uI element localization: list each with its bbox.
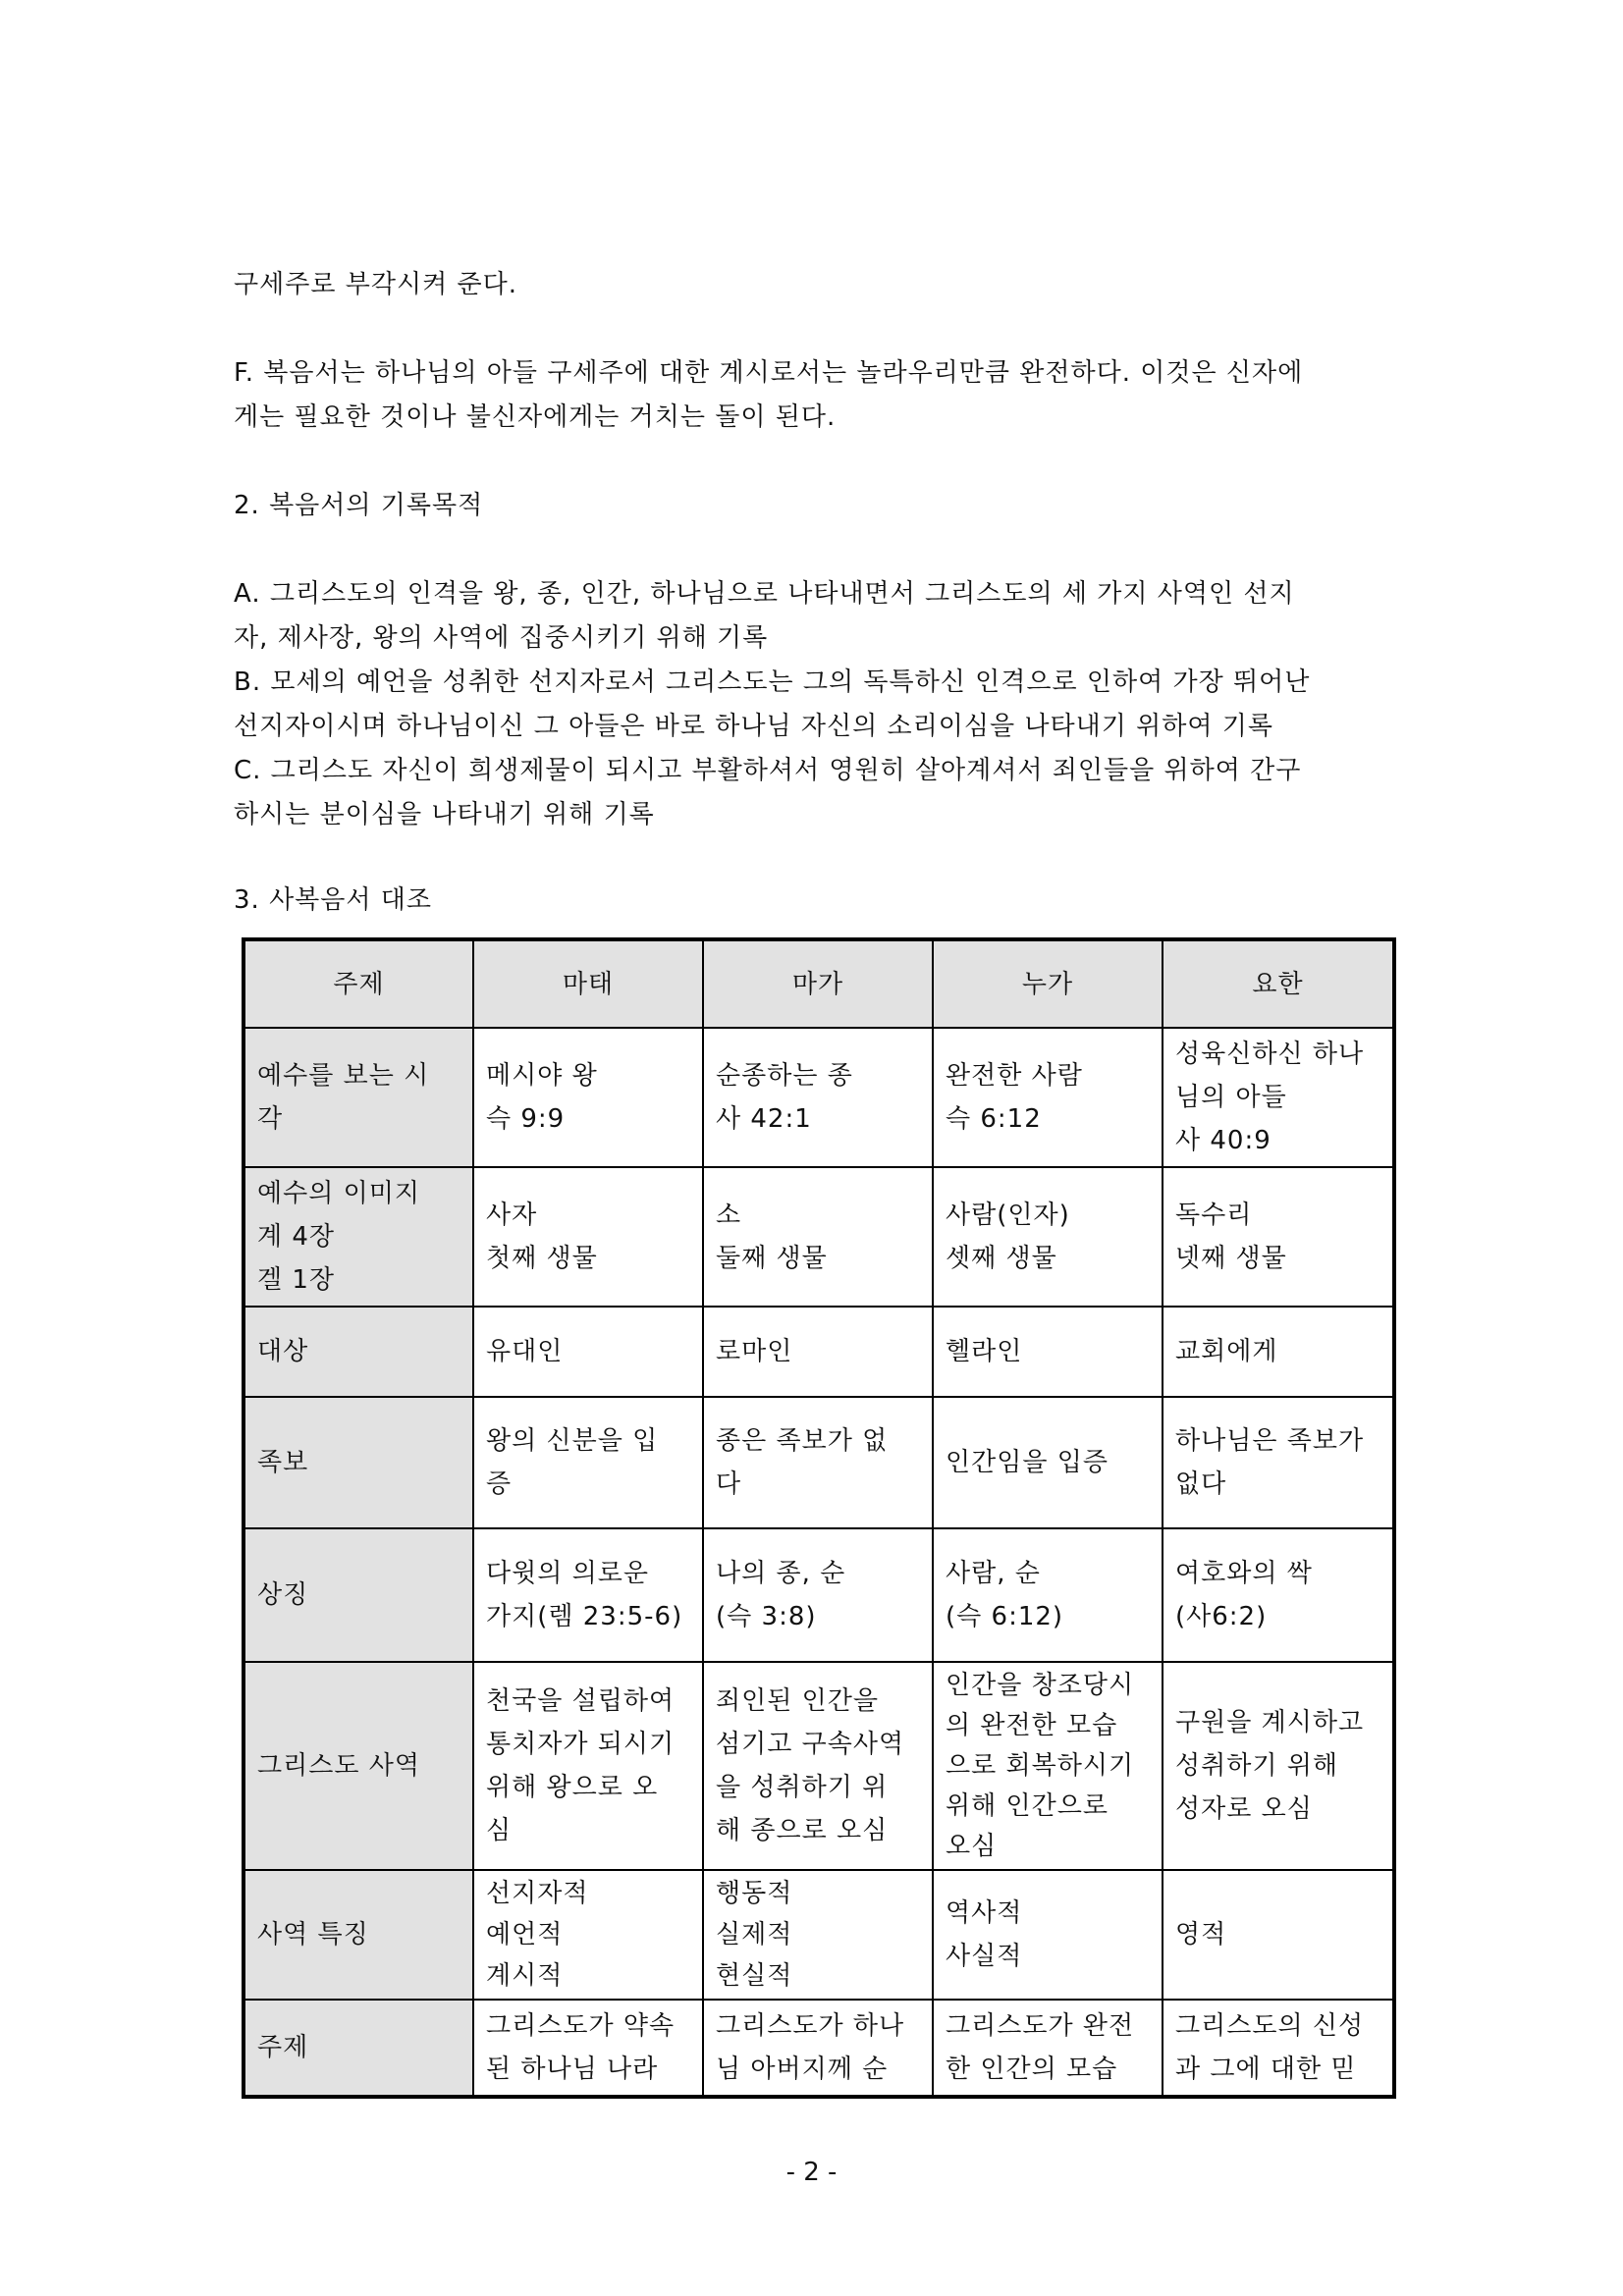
column-header: 주제 [243, 939, 473, 1028]
text-line: B. 모세의 예언을 성취한 선지자로서 그리스도는 그의 독특하신 인격으로 인하여 가장 뛰어난 [234, 667, 1311, 697]
point-f-paragraph [234, 351, 1398, 440]
gospel-comparison-table [242, 937, 1396, 2099]
row-label: 족보 [243, 1397, 473, 1528]
table-cell: 하나님은 족보가 없다 [1163, 1397, 1394, 1528]
table-cell: 인간을 창조당시 의 완전한 모습 으로 회복하시기 위해 인간으로 오심 [933, 1662, 1163, 1870]
text-line: 자, 제사장, 왕의 사역에 집중시키기 위해 기록 [234, 623, 769, 653]
table-cell: 헬라인 [933, 1307, 1163, 1397]
text-line: 게는 필요한 것이나 불신자에게는 거치는 돌이 된다. [234, 402, 837, 432]
table-cell: 종은 족보가 없 다 [703, 1397, 933, 1528]
table-cell: 사자 첫째 생물 [473, 1167, 703, 1307]
table-cell: 선지자적 예언적 계시적 [473, 1870, 703, 2000]
table-row [243, 2000, 1394, 2097]
table-cell: 순종하는 종 사 42:1 [703, 1028, 933, 1167]
text-line: A. 그리스도의 인격을 왕, 종, 인간, 하나님으로 나타내면서 그리스도의 세 가지 사역인 선지 [234, 579, 1295, 609]
table-header-row [243, 939, 1394, 1028]
table-cell: 교회에게 [1163, 1307, 1394, 1397]
table-row [243, 1028, 1394, 1167]
column-header: 누가 [933, 939, 1163, 1028]
row-label: 예수의 이미지 계 4장 겔 1장 [243, 1167, 473, 1307]
table-cell: 구원을 계시하고 성취하기 위해 성자로 오심 [1163, 1662, 1394, 1870]
table-row [243, 1528, 1394, 1662]
table-cell: 영적 [1163, 1870, 1394, 2000]
table-cell: 소 둘째 생물 [703, 1167, 933, 1307]
table-cell: 메시야 왕 슥 9:9 [473, 1028, 703, 1167]
column-header: 마가 [703, 939, 933, 1028]
table-cell: 인간임을 입증 [933, 1397, 1163, 1528]
column-header: 요한 [1163, 939, 1394, 1028]
row-label: 사역 특징 [243, 1870, 473, 2000]
table-cell: 나의 종, 순 (슥 3:8) [703, 1528, 933, 1662]
table-cell: 그리스도가 완전 한 인간의 모습 [933, 2000, 1163, 2097]
row-label: 상징 [243, 1528, 473, 1662]
table-cell: 다윗의 의로운 가지(렘 23:5-6) [473, 1528, 703, 1662]
page-number: - 2 - [785, 2158, 838, 2187]
table-row [243, 1167, 1394, 1307]
table-cell: 그리스도의 신성 과 그에 대한 믿 [1163, 2000, 1394, 2097]
column-header: 마태 [473, 939, 703, 1028]
table-cell: 로마인 [703, 1307, 933, 1397]
row-label: 그리스도 사역 [243, 1662, 473, 1870]
table-cell: 성육신하신 하나 님의 아들 사 40:9 [1163, 1028, 1394, 1167]
table-cell: 천국을 설립하여 통치자가 되시기 위해 왕으로 오 심 [473, 1662, 703, 1870]
text-line: 선지자이시며 하나님이신 그 아들은 바로 하나님 자신의 소리이심을 나타내기 위하여 기록 [234, 712, 1273, 741]
table-cell: 독수리 넷째 생물 [1163, 1167, 1394, 1307]
table-cell: 사람, 순 (슥 6:12) [933, 1528, 1163, 1662]
section-3-heading: 3. 사복음서 대조 [234, 885, 433, 915]
table-cell: 그리스도가 하나 님 아버지께 순 [703, 2000, 933, 2097]
table-cell: 왕의 신분을 입 증 [473, 1397, 703, 1528]
table-row [243, 1662, 1394, 1870]
table-cell: 사람(인자) 셋째 생물 [933, 1167, 1163, 1307]
text-line: 구세주로 부각시켜 준다. [234, 270, 517, 299]
table-cell: 완전한 사람 슥 6:12 [933, 1028, 1163, 1167]
table-row [243, 1397, 1394, 1528]
table-cell: 여호와의 싹 (사6:2) [1163, 1528, 1394, 1662]
row-label: 예수를 보는 시 각 [243, 1028, 473, 1167]
table-cell: 행동적 실제적 현실적 [703, 1870, 933, 2000]
table-cell: 그리스도가 약속 된 하나님 나라 [473, 2000, 703, 2097]
section-2-items [234, 572, 1398, 837]
intro-tail-paragraph [234, 263, 1398, 307]
text-line: F. 복음서는 하나님의 아들 구세주에 대한 계시로서는 놀라우리만큼 완전하다. 이것은 신자에 [234, 358, 1304, 388]
row-label: 대상 [243, 1307, 473, 1397]
table-cell: 역사적 사실적 [933, 1870, 1163, 2000]
text-line: 하시는 분이심을 나타내기 위해 기록 [234, 800, 655, 829]
text-line: C. 그리스도 자신이 희생제물이 되시고 부활하셔서 영원히 살아계셔서 죄인들을 위하여 간구 [234, 756, 1302, 785]
table-cell: 유대인 [473, 1307, 703, 1397]
table-row [243, 1870, 1394, 2000]
row-label: 주제 [243, 2000, 473, 2097]
table-row [243, 1307, 1394, 1397]
table-cell: 죄인된 인간을 섬기고 구속사역 을 성취하기 위 해 종으로 오심 [703, 1662, 933, 1870]
section-2-heading: 2. 복음서의 기록목적 [234, 491, 484, 520]
